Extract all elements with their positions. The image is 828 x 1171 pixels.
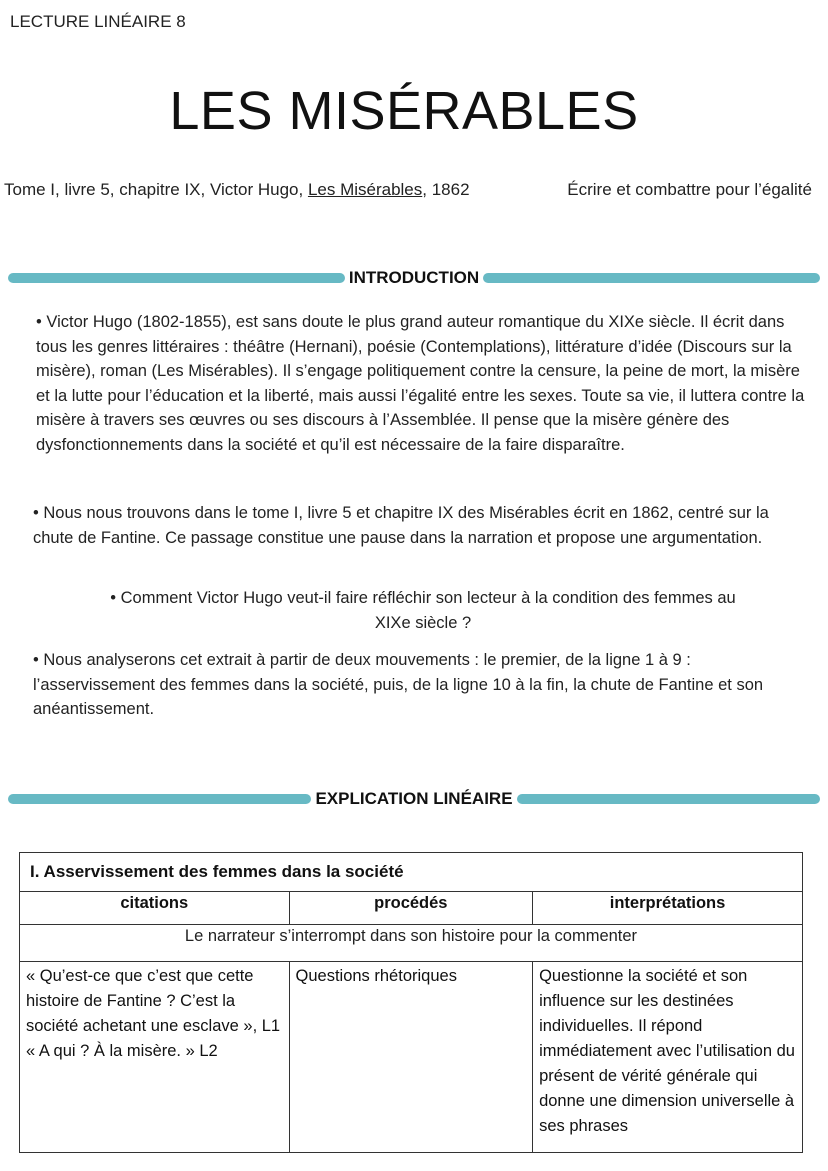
intro-paragraph-plan: • Nous analyserons cet extrait à partir de deux mouvements : le premier, de la ligne 1 à 9 : l’asservissement des femmes dans la société, puis, de la ligne 10 à la fin, la chute de Fantine et son anéantissement. — [33, 651, 764, 718]
table-row — [20, 962, 803, 1153]
table-note: Le narrateur s’interrompt dans son histoire pour la commenter — [20, 925, 803, 962]
citation-line: « Qu’est-ce que c’est que cette histoire de Fantine ? C’est la société achetant une esclave », L1 — [26, 967, 281, 1035]
column-header-interpretations: interprétations — [533, 892, 803, 925]
intro-paragraph-context: • Nous nous trouvons dans le tome I, livre 5 et chapitre IX des Misérables écrit en 1862, centré sur la chute de Fantine. Ce passage constitue une pause dans la narration et propose une argumentation. — [33, 504, 769, 547]
accent-bar-left — [8, 273, 345, 283]
accent-bar-right — [517, 794, 820, 804]
accent-bar-left — [8, 794, 311, 804]
source-work-title: Les Misérables — [307, 180, 423, 199]
source-reference — [4, 180, 470, 200]
introduction-heading: INTRODUCTION — [348, 268, 480, 287]
source-year: , 1862 — [422, 180, 470, 199]
procede-cell: Questions rhétoriques — [289, 962, 533, 1153]
page-title: LES MISÉRABLES — [169, 81, 639, 141]
citation-cell — [20, 962, 290, 1153]
theme-label: Écrire et combattre pour l’égalité — [567, 180, 812, 199]
intro-problematique: • Comment Victor Hugo veut-il faire réfléchir son lecteur à la condition des femmes au XIXe siècle ? — [110, 589, 736, 632]
source-prefix: Tome I, livre 5, chapitre IX, Victor Hugo, — [4, 180, 308, 199]
citation-line: « A qui ? À la misère. » L2 — [26, 1042, 218, 1060]
explication-header — [8, 788, 820, 810]
table-section-title: I. Asservissement des femmes dans la société — [20, 853, 803, 892]
introduction-header — [8, 267, 820, 289]
column-header-citations: citations — [20, 892, 290, 925]
interpretation-cell: Questionne la société et son influence sur les destinées individuelles. Il répond immédiatement avec l’utilisation du présent de vérité générale qui donne une dimension universelle à ses phrases — [533, 962, 803, 1153]
column-header-procedes: procédés — [289, 892, 533, 925]
explication-heading: EXPLICATION LINÉAIRE — [315, 789, 513, 808]
intro-paragraph-author: • Victor Hugo (1802-1855), est sans doute le plus grand auteur romantique du XIXe siècle. Il écrit dans tous les genres littéraires : théâtre (Hernani), poésie (Contemplations), littérature d’idée (Discours sur la misère), roman (Les Misérables). Il s’engage politiquement contre la censure, la peine de mort, la misère et la lutte pour l’éducation et la liberté, mais aussi l’égalité entre les sexes. Toute sa vie, il luttera contre la misère à travers ses œuvres ou ses discours à l’Assemblée. Il pense que la misère génère des dysfonctionnements dans la société et qu’il est nécessaire de la faire disparaître. — [36, 313, 805, 454]
analysis-table — [19, 852, 803, 1153]
accent-bar-right — [483, 273, 820, 283]
page-label: LECTURE LINÉAIRE 8 — [10, 12, 186, 31]
